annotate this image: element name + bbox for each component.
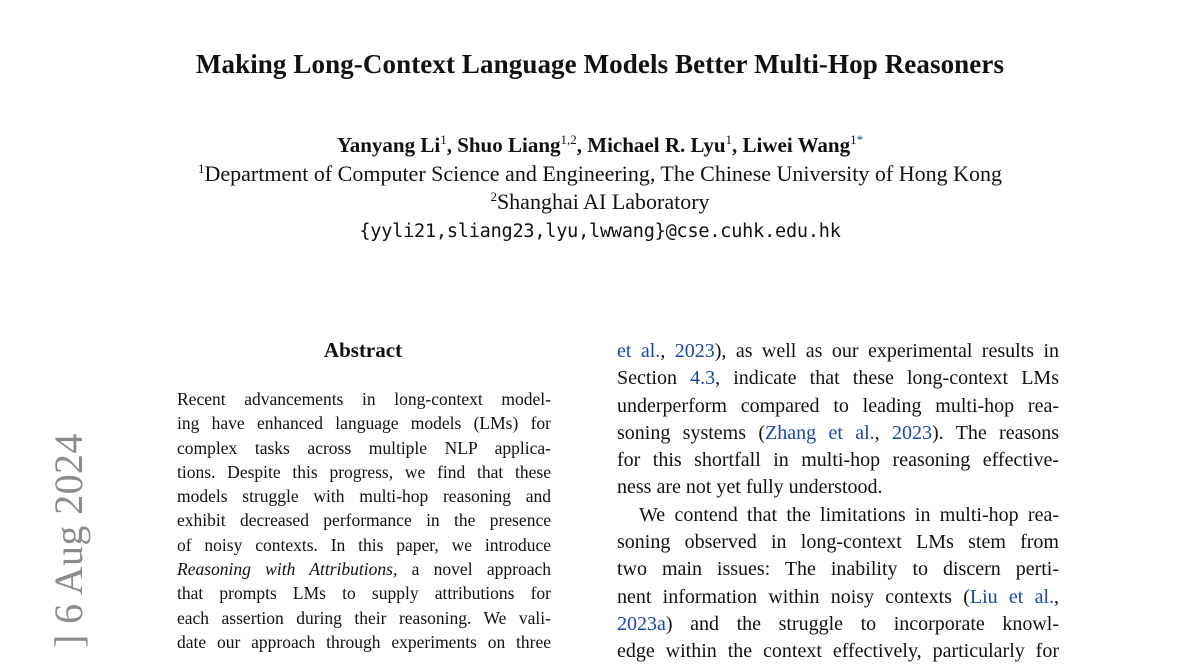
author-name: Shuo Liang <box>457 133 561 157</box>
abstract-line: Reasoning with Attributions, a novel approach <box>177 559 551 580</box>
body-line: two main issues: The inability to discern perti- <box>617 558 1059 581</box>
citation-link[interactable]: Zhang et al. <box>765 421 875 444</box>
affiliation-line <box>0 188 1200 216</box>
body-line: Section 4.3, indicate that these long-context LMs <box>617 367 1059 390</box>
body-line: underperform compared to leading multi-hop rea- <box>617 394 1059 417</box>
body-line: We contend that the limitations in multi-hop rea- <box>639 503 1059 526</box>
affiliation-line <box>0 160 1200 188</box>
author-list: Yanyang Li$^1$, Shuo Liang$^{1,2}$, Michael R. Lyu$^1$, Liwei Wang$^{1*}$ <box>336 132 864 157</box>
abstract-line: ing have enhanced language models (LMs) for <box>177 413 551 434</box>
author-name: Liwei Wang <box>742 133 851 157</box>
paper-title: Making Long-Context Language Models Better Multi-Hop Reasoners <box>195 49 1005 79</box>
author-name: Yanyang Li <box>336 133 441 157</box>
abstract-line: that prompts LMs to supply attributions for <box>177 583 551 604</box>
abstract-text <box>177 387 551 654</box>
author-affiliation-mark: 1 <box>725 132 733 147</box>
arxiv-watermark: ] 6 Aug 2024 <box>46 433 91 648</box>
abstract-line: of noisy contexts. In this paper, we introduce <box>177 534 551 555</box>
body-column-right <box>617 338 1059 666</box>
body-line: for this shortfall in multi-hop reasoning effective- <box>617 449 1059 472</box>
method-name: Reasoning with Attributions <box>177 559 393 580</box>
abstract-line: models struggle with multi-hop reasoning and <box>177 486 551 507</box>
body-line: soning observed in long-context LMs stem from <box>617 531 1059 554</box>
abstract-line: date our approach through experiments on three <box>177 631 551 652</box>
citation-year-link[interactable]: 2023 <box>674 340 715 362</box>
citation-year-link[interactable]: 2023 <box>891 421 932 444</box>
author-emails: {yyli21,sliang23,lyu,lwwang}@cse.cuhk.edu.hk <box>359 221 841 242</box>
abstract-line: Recent advancements in long-context model- <box>177 389 551 409</box>
abstract-line: exhibit decreased performance in the presence <box>177 510 551 531</box>
body-line: 2023a) and the struggle to incorporate knowl- <box>617 612 1059 635</box>
abstract-line: each assertion during their reasoning. We vali- <box>177 607 551 628</box>
citation-link[interactable]: Liu et al. <box>969 585 1055 608</box>
affiliation-text: Shanghai AI Laboratory <box>496 189 710 214</box>
abstract-heading: Abstract <box>323 338 403 362</box>
body-line: soning systems (Zhang et al., 2023). The reasons <box>617 421 1060 444</box>
body-line: et al., 2023), as well as our experimental results in <box>617 340 1060 362</box>
abstract-line: complex tasks across multiple NLP applica- <box>177 437 551 458</box>
body-line: ness are not yet fully understood. <box>617 476 883 499</box>
affiliation-number: 1 <box>197 161 205 176</box>
citation-year-link[interactable]: 2023a <box>617 612 666 635</box>
corresponding-author-mark[interactable]: * <box>856 132 864 147</box>
affiliation-text: Department of Computer Science and Engineering, The Chinese University of Hong Kong <box>204 161 1002 186</box>
abstract-line: tions. Despite this progress, we find that these <box>177 461 551 482</box>
author-affiliation-mark: 1,2 <box>560 132 577 147</box>
author-affiliation-mark: 1* <box>850 132 864 147</box>
body-line: edge within the context effectively, particularly for <box>617 640 1059 663</box>
author-affiliation-mark: 1 <box>440 132 447 147</box>
citation-link[interactable]: et al. <box>617 340 661 362</box>
section-ref-link[interactable]: 4.3 <box>690 367 716 390</box>
author-name: Michael R. Lyu <box>587 133 726 157</box>
body-line: nent information within noisy contexts (Liu et al., <box>617 585 1060 608</box>
affiliation-number: 2 <box>490 189 497 204</box>
